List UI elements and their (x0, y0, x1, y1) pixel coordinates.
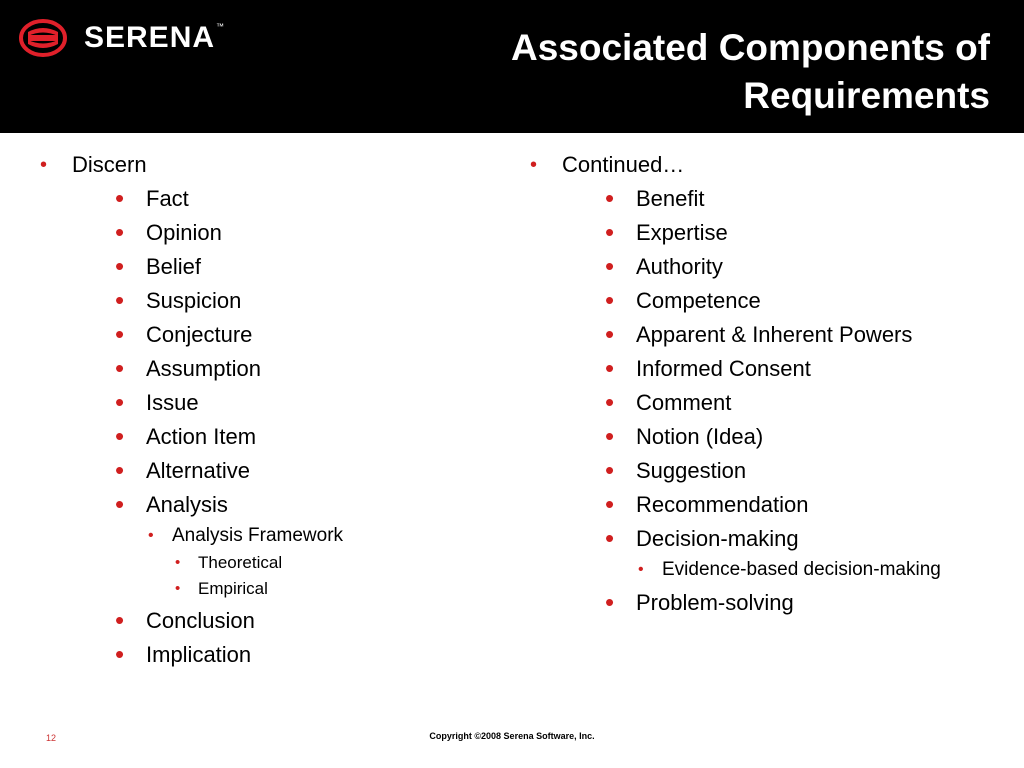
list-item: • Competence (605, 285, 761, 315)
list-item-discern: • Discern • Fact • Opinion • Belief • Suspicion • Conjecture • Assumption • Issue • Action Item • Alternative • Analysis • Analysis Framework • Theoretical • Empirical • Conclusion • Implication (30, 150, 490, 670)
bullet-icon: • (605, 319, 615, 349)
left-column (30, 150, 490, 674)
list-item: • Issue (115, 387, 199, 417)
bullet-icon: • (605, 251, 615, 281)
list-item: • Authority (605, 251, 723, 281)
list-item: • Notion (Idea) (605, 421, 764, 451)
bullet-icon: • (175, 580, 181, 597)
page-number: 12 (46, 733, 57, 743)
bullet-icon: • (530, 154, 538, 176)
list-item: • Empirical (175, 579, 268, 598)
list-item: • Fact (115, 183, 189, 213)
list-item: • Suspicion (115, 285, 242, 315)
bullet-icon: • (115, 605, 125, 635)
bullet-icon: • (605, 421, 615, 451)
bullet-icon: • (115, 421, 125, 451)
list-item: • Assumption (115, 353, 261, 383)
bullet-icon: • (115, 251, 125, 281)
bullet-icon: • (175, 554, 181, 571)
list-item-analysis-framework: • Analysis Framework • Theoretical • Empirical (146, 524, 490, 600)
bullet-icon: • (115, 387, 125, 417)
list-item: • Belief (115, 251, 202, 281)
bullet-icon: • (115, 183, 125, 213)
list-item: • Recommendation (605, 489, 809, 519)
brand-name: SERENA (84, 21, 216, 54)
bullet-icon: • (115, 489, 125, 519)
list-item: • Informed Consent (605, 353, 811, 383)
list-item: • Opinion (115, 217, 222, 247)
title-line-1: Associated Components of (511, 27, 990, 68)
bullet-icon: • (638, 561, 644, 578)
bullet-icon: • (115, 285, 125, 315)
slide-title (350, 24, 990, 120)
list-item: • Suggestion (605, 455, 747, 485)
list-item: • Conclusion (115, 605, 255, 635)
list-item: • Expertise (605, 217, 728, 247)
bullet-icon: • (605, 217, 615, 247)
bullet-icon: • (605, 183, 615, 213)
bullet-icon: • (605, 353, 615, 383)
bullet-icon: • (605, 523, 615, 553)
bullet-icon: • (115, 455, 125, 485)
list-item-continued: • Continued… • Benefit • Expertise • Authority • Competence • Apparent & Inherent Powers • Informed Consent • Comment • Notion (Idea) • Suggestion • Recommendation • Decision-making • Evidence-based decision-making • Problem-solving (520, 150, 1000, 618)
bullet-icon: • (605, 587, 615, 617)
bullet-icon: • (115, 639, 125, 669)
bullet-icon: • (115, 217, 125, 247)
bullet-icon: • (605, 489, 615, 519)
list-item: • Action Item (115, 421, 257, 451)
list-item: • Conjecture (115, 319, 253, 349)
slide-header (0, 0, 1024, 133)
list-item: • Problem-solving (605, 587, 794, 617)
bullet-icon: • (115, 353, 125, 383)
list-item-evidence-based: • Evidence-based decision-making (638, 559, 941, 580)
bullet-icon: • (115, 319, 125, 349)
serena-s-logo-icon (18, 18, 68, 58)
copyright-notice: Copyright ©2008 Serena Software, Inc. (429, 731, 595, 741)
bullet-icon: • (605, 387, 615, 417)
trademark-symbol: ™ (216, 22, 225, 31)
list-item: • Alternative (115, 455, 250, 485)
bullet-icon: • (605, 285, 615, 315)
serena-logo (18, 16, 224, 60)
list-item: • Apparent & Inherent Powers (605, 319, 913, 349)
list-item: • Benefit (605, 183, 705, 213)
list-item: • Theoretical (175, 553, 283, 572)
list-item-analysis: • Analysis • Analysis Framework • Theoretical • Empirical (72, 490, 490, 600)
list-item: • Comment (605, 387, 732, 417)
bullet-icon: • (40, 154, 48, 176)
bullet-icon: • (605, 455, 615, 485)
list-item-decision-making: • Decision-making • Evidence-based decision-making (562, 524, 1000, 582)
list-item: • Implication (115, 639, 252, 669)
title-line-2: Requirements (743, 75, 990, 116)
right-column (520, 150, 1000, 622)
bullet-icon: • (148, 527, 154, 544)
